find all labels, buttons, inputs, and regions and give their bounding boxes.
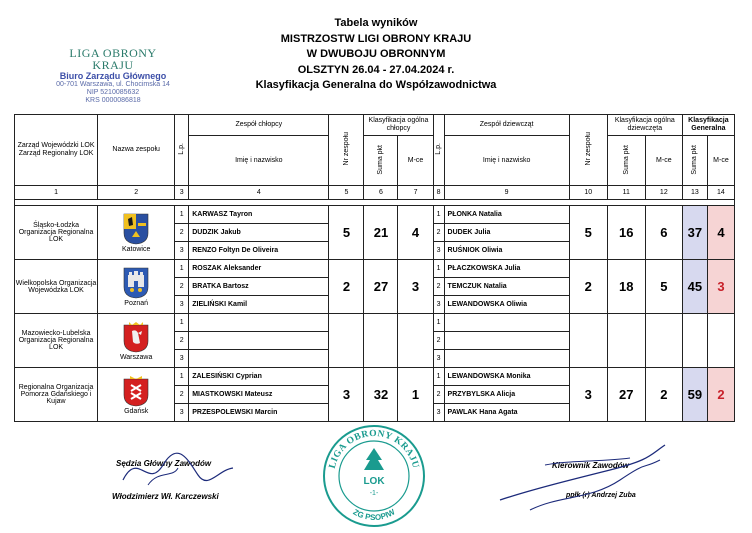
manager-title: Kierownik Zawodów — [552, 461, 629, 470]
col-header-suma-girls — [607, 136, 645, 186]
title-line-4: OLSZTYN 26.04 - 27.04.2024 r. — [297, 63, 455, 76]
boy-name — [189, 332, 329, 350]
col-num: 13 — [682, 186, 707, 200]
stamp-sub: Biuro Zarządu Głównego — [59, 71, 167, 81]
col-num: 6 — [364, 186, 398, 200]
team-coat-holder — [98, 321, 174, 361]
general-place: 4 — [707, 206, 734, 260]
team-coat-holder — [98, 267, 174, 307]
boys-team-number — [329, 314, 364, 368]
boy-lp: 3 — [175, 350, 189, 368]
girls-sum: 18 — [607, 260, 645, 314]
general-place — [707, 314, 734, 368]
col-header-zespol-dziewczat: Zespół dziewcząt — [444, 115, 569, 136]
judge-name: Włodzimierz Wł. Karczewski — [112, 492, 219, 501]
col-header-lp-boys — [175, 115, 189, 186]
general-sum: 59 — [682, 368, 707, 422]
girls-sum — [607, 314, 645, 368]
team-city: Poznań — [124, 299, 149, 307]
team-name-cell — [98, 260, 175, 314]
seal-top-text: LIGA OBRONY KRAJU — [327, 428, 421, 470]
boys-team-number: 2 — [329, 260, 364, 314]
girl-name — [444, 314, 569, 332]
boys-team-number: 5 — [329, 206, 364, 260]
girl-name: TEMCZUK Natalia — [444, 278, 569, 296]
girls-sum: 16 — [607, 206, 645, 260]
col-num: 3 — [175, 186, 189, 200]
col-num: 14 — [707, 186, 734, 200]
boys-place: 4 — [398, 206, 433, 260]
table-row — [15, 206, 735, 224]
col-header-suma-gen — [682, 136, 707, 186]
general-sum — [682, 314, 707, 368]
girls-team-number: 2 — [569, 260, 607, 314]
general-place: 3 — [707, 260, 734, 314]
boy-name — [189, 350, 329, 368]
boys-team-number: 3 — [329, 368, 364, 422]
katowice-coat-icon — [123, 213, 149, 245]
col-header-klas-dziewczeta: Klasyfikacja ogólna dziewczęta — [607, 115, 682, 136]
boy-name: KARWASZ Tayron — [189, 206, 329, 224]
general-sum: 37 — [682, 206, 707, 260]
team-organization: Wielkopolska Organizacja Wojewódzka LOK — [15, 260, 98, 314]
girl-name: PŁONKA Natalia — [444, 206, 569, 224]
seal-center-text: LOK — [363, 476, 385, 487]
boy-lp: 2 — [175, 386, 189, 404]
lp-label-girls: L.p. — [435, 143, 443, 155]
col-header-mce-boys: M-ce — [398, 136, 433, 186]
col-num: 9 — [444, 186, 569, 200]
girl-lp: 3 — [433, 296, 444, 314]
girl-lp: 3 — [433, 404, 444, 422]
suma-label-gen: Suma pkt — [691, 144, 699, 175]
table-row — [15, 368, 735, 386]
girl-lp: 3 — [433, 350, 444, 368]
poznan-coat-icon — [123, 267, 149, 299]
girl-name: DUDEK Julia — [444, 224, 569, 242]
col-header-klas-generalna: Klasyfikacja Generalna — [682, 115, 734, 136]
girl-lp: 1 — [433, 260, 444, 278]
title-line-2: MISTRZOSTW LIGI OBRONY KRAJU — [280, 32, 472, 45]
team-organization: Regionalna Organizacja Pomorza Gdańskiego i Kujaw — [15, 368, 98, 422]
gdansk-coat-icon — [123, 375, 149, 407]
col-num: 7 — [398, 186, 433, 200]
boy-lp: 3 — [175, 296, 189, 314]
svg-text:ZG PSOPIW — [352, 507, 397, 522]
nr-label-boys: Nr zespołu — [342, 132, 350, 166]
seal-num-text: -1- — [369, 490, 379, 497]
girls-place: 6 — [645, 206, 682, 260]
title-block — [200, 16, 552, 94]
stamp-nip: NIP 5210085632 — [86, 89, 140, 96]
team-coat-holder — [98, 213, 174, 253]
boy-name: BRATKA Bartosz — [189, 278, 329, 296]
col-num: 5 — [329, 186, 364, 200]
girls-sum: 27 — [607, 368, 645, 422]
team-coat-holder — [98, 375, 174, 415]
col-num: 10 — [569, 186, 607, 200]
girl-name: PAWLAK Hana Agata — [444, 404, 569, 422]
stamp-name: LIGA OBRONY KRAJU — [69, 46, 157, 72]
general-sum: 45 — [682, 260, 707, 314]
col-num: 2 — [98, 186, 175, 200]
boy-name: PRZESPOLEWSKI Marcin — [189, 404, 329, 422]
girls-team-number: 5 — [569, 206, 607, 260]
col-header-nazwa: Nazwa zespołu — [98, 115, 175, 186]
boys-place: 3 — [398, 260, 433, 314]
col-header-klas-chlopcy: Klasyfikacja ogólna chłopcy — [364, 115, 433, 136]
boy-name: ZIELIŃSKI Kamil — [189, 296, 329, 314]
girls-team-number: 3 — [569, 368, 607, 422]
boys-sum — [364, 314, 398, 368]
girls-place — [645, 314, 682, 368]
boys-place — [398, 314, 433, 368]
col-header-lp-girls — [433, 115, 444, 186]
boys-sum: 27 — [364, 260, 398, 314]
girl-lp: 1 — [433, 368, 444, 386]
general-place: 2 — [707, 368, 734, 422]
boy-name: ZALESIŃSKI Cyprian — [189, 368, 329, 386]
stamp-krs: KRS 0000086818 — [85, 97, 141, 104]
col-num: 11 — [607, 186, 645, 200]
girls-place: 2 — [645, 368, 682, 422]
results-table — [14, 114, 735, 422]
col-header-imie-boys: Imię i nazwisko — [189, 136, 329, 186]
girl-name — [444, 332, 569, 350]
girls-team-number — [569, 314, 607, 368]
col-header-zarzad: Zarząd Wojewódzki LOK Zarząd Regionalny LOK — [15, 115, 98, 186]
girl-name: LEWANDOWSKA Monika — [444, 368, 569, 386]
boy-name: RENZO Foltyn De Oliveira — [189, 242, 329, 260]
boy-lp: 3 — [175, 404, 189, 422]
boy-lp: 2 — [175, 278, 189, 296]
manager-name: ppłk (r) Andrzej Zuba — [566, 492, 636, 499]
team-name-cell — [98, 206, 175, 260]
col-header-imie-girls: Imię i nazwisko — [444, 136, 569, 186]
boy-name: DUDZIK Jakub — [189, 224, 329, 242]
judge-signature-icon — [118, 440, 238, 500]
team-city: Katowice — [121, 245, 151, 253]
seal-bottom-text: ZG PSOPIW — [351, 507, 397, 523]
column-number-row — [15, 186, 735, 200]
team-organization: Mazowiecko-Lubelska Organizacja Regionalna LOK — [15, 314, 98, 368]
girl-lp: 1 — [433, 314, 444, 332]
girls-place: 5 — [645, 260, 682, 314]
girl-name: LEWANDOWSKA Oliwia — [444, 296, 569, 314]
col-header-nr-boys — [329, 115, 364, 186]
col-num: 1 — [15, 186, 98, 200]
title-line-3: W DWUBOJU OBRONNYM — [306, 48, 446, 60]
table-row — [15, 260, 735, 278]
col-header-nr-girls — [569, 115, 607, 186]
judge-title: Sędzia Główny Zawodów — [116, 459, 212, 468]
girl-lp: 2 — [433, 332, 444, 350]
girl-lp: 2 — [433, 224, 444, 242]
suma-label-boys: Suma pkt — [377, 144, 385, 175]
col-header-zespol-chlopcy: Zespół chłopcy — [189, 115, 329, 136]
table-row — [15, 314, 735, 332]
girl-name: PRZYBYLSKA Alicja — [444, 386, 569, 404]
organization-stamp — [48, 47, 178, 105]
boy-lp: 1 — [175, 368, 189, 386]
girl-lp: 2 — [433, 386, 444, 404]
team-name-cell — [98, 314, 175, 368]
lp-label-boys: L.p. — [178, 143, 186, 155]
boy-name: MIASTKOWSKI Mateusz — [189, 386, 329, 404]
col-header-suma-boys — [364, 136, 398, 186]
lok-seal-icon — [322, 424, 426, 528]
boy-name — [189, 314, 329, 332]
col-num: 4 — [189, 186, 329, 200]
stamp-address: 00-701 Warszawa, ul. Chocimska 14 — [56, 81, 170, 88]
title-line-1: Tabela wyników — [334, 17, 418, 29]
col-num: 8 — [433, 186, 444, 200]
girl-name: PŁACZKOWSKA Julia — [444, 260, 569, 278]
warszawa-coat-icon — [123, 321, 149, 353]
boy-lp: 1 — [175, 260, 189, 278]
girl-lp: 1 — [433, 206, 444, 224]
girl-lp: 3 — [433, 242, 444, 260]
team-city: Warszawa — [119, 353, 153, 361]
boy-lp: 2 — [175, 224, 189, 242]
title-line-5: Klasyfikacja Generalna do Współzawodnictwa — [255, 79, 497, 91]
col-header-mce-girls: M-ce — [645, 136, 682, 186]
team-name-cell — [98, 368, 175, 422]
boy-name: ROSZAK Aleksander — [189, 260, 329, 278]
col-num: 12 — [645, 186, 682, 200]
boys-sum: 21 — [364, 206, 398, 260]
boy-lp: 1 — [175, 314, 189, 332]
nr-label-girls: Nr zespołu — [584, 132, 592, 166]
team-organization: Śląsko-Łodzka Organizacja Regionalna LOK — [15, 206, 98, 260]
boys-place: 1 — [398, 368, 433, 422]
boy-lp: 3 — [175, 242, 189, 260]
team-city: Gdańsk — [124, 407, 149, 415]
suma-label-girls: Suma pkt — [622, 144, 630, 175]
col-header-mce-gen: M-ce — [707, 136, 734, 186]
girl-lp: 2 — [433, 278, 444, 296]
boys-sum: 32 — [364, 368, 398, 422]
girl-name — [444, 350, 569, 368]
girl-name: RUŚNIOK Oliwia — [444, 242, 569, 260]
boy-lp: 2 — [175, 332, 189, 350]
manager-signature-icon — [490, 440, 670, 520]
boy-lp: 1 — [175, 206, 189, 224]
